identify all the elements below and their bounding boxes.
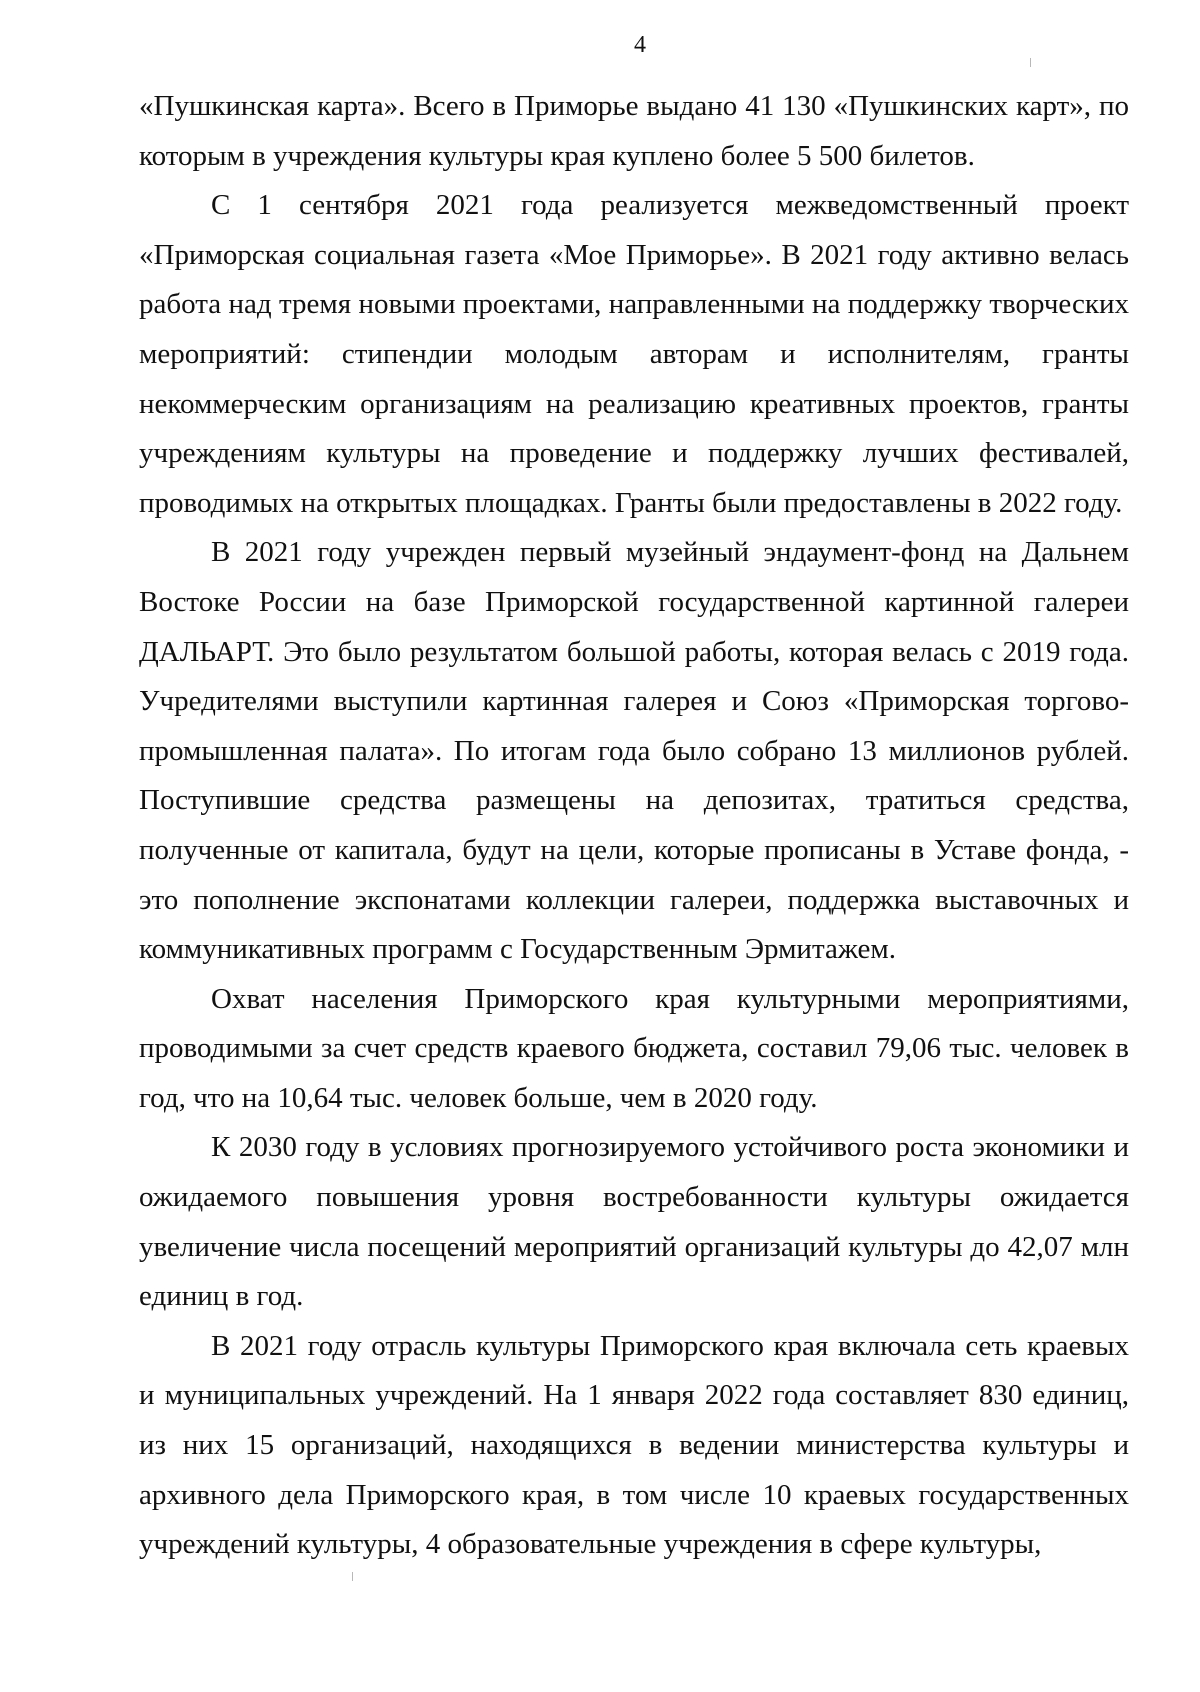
paragraph-social-newspaper: С 1 сентября 2021 года реализуется межведомственный проект «Приморская социальная газета «Мое Приморье». В 2021 году активно велась работа над тремя новыми проектами, направленными на поддержку творческих мероприятий: стипендии молодым авторам и исполнителям, гранты некоммерческим организациям на реализацию креативных проектов, гранты учреждениям культуры на проведение и поддержку лучших фестивалей, проводимых на открытых площадках. Гранты были предоставлены в 2022 году. — [139, 189, 1129, 519]
paragraph-institutions-network: В 2021 году отрасль культуры Приморского края включала сеть краевых и муниципальных учреждений. На 1 января 2022 года составляет 830 единиц, из них 15 организаций, находящихся в ведении министерства культуры и архивного дела Приморского края, в том числе 10 краевых государственных учреждений культуры, 4 образовательные учреждения в сфере культуры, — [139, 1329, 1129, 1561]
scan-artifact — [352, 1572, 353, 1581]
paragraph-2030-forecast: К 2030 году в условиях прогнозируемого устойчивого роста экономики и ожидаемого повышения уровня востребованности культуры ожидается увеличение числа посещений мероприятий организаций культуры до 42,07 млн единиц в год. — [139, 1131, 1129, 1313]
paragraph-population-coverage: Охват населения Приморского края культурными мероприятиями, проводимыми за счет средств краевого бюджета, составил 79,06 тыс. человек в год, что на 10,64 тыс. человек больше, чем в 2020 году. — [139, 982, 1129, 1114]
document-body — [139, 82, 1129, 1570]
paragraph-pushkin-card: «Пушкинская карта». Всего в Приморье выдано 41 130 «Пушкинских карт», по которым в учреждения культуры края куплено более 5 500 билетов. — [139, 90, 1129, 172]
page-number: 4 — [634, 32, 646, 58]
scan-artifact — [1030, 58, 1031, 67]
paragraph-endowment-fund: В 2021 году учрежден первый музейный эндаумент-фонд на Дальнем Востоке России на базе Приморской государственной картинной галереи ДАЛЬАРТ. Это было результатом большой работы, которая велась с 2019 года. Учредителями выступили картинная галерея и Союз «Приморская торгово-промышленная палата». По итогам года было собрано 13 миллионов рублей. Поступившие средства размещены на депозитах, тратиться средства, полученные от капитала, будут на цели, которые прописаны в Уставе фонда, - это пополнение экспонатами коллекции галереи, поддержка выставочных и коммуникативных программ с Государственным Эрмитажем. — [139, 536, 1129, 966]
